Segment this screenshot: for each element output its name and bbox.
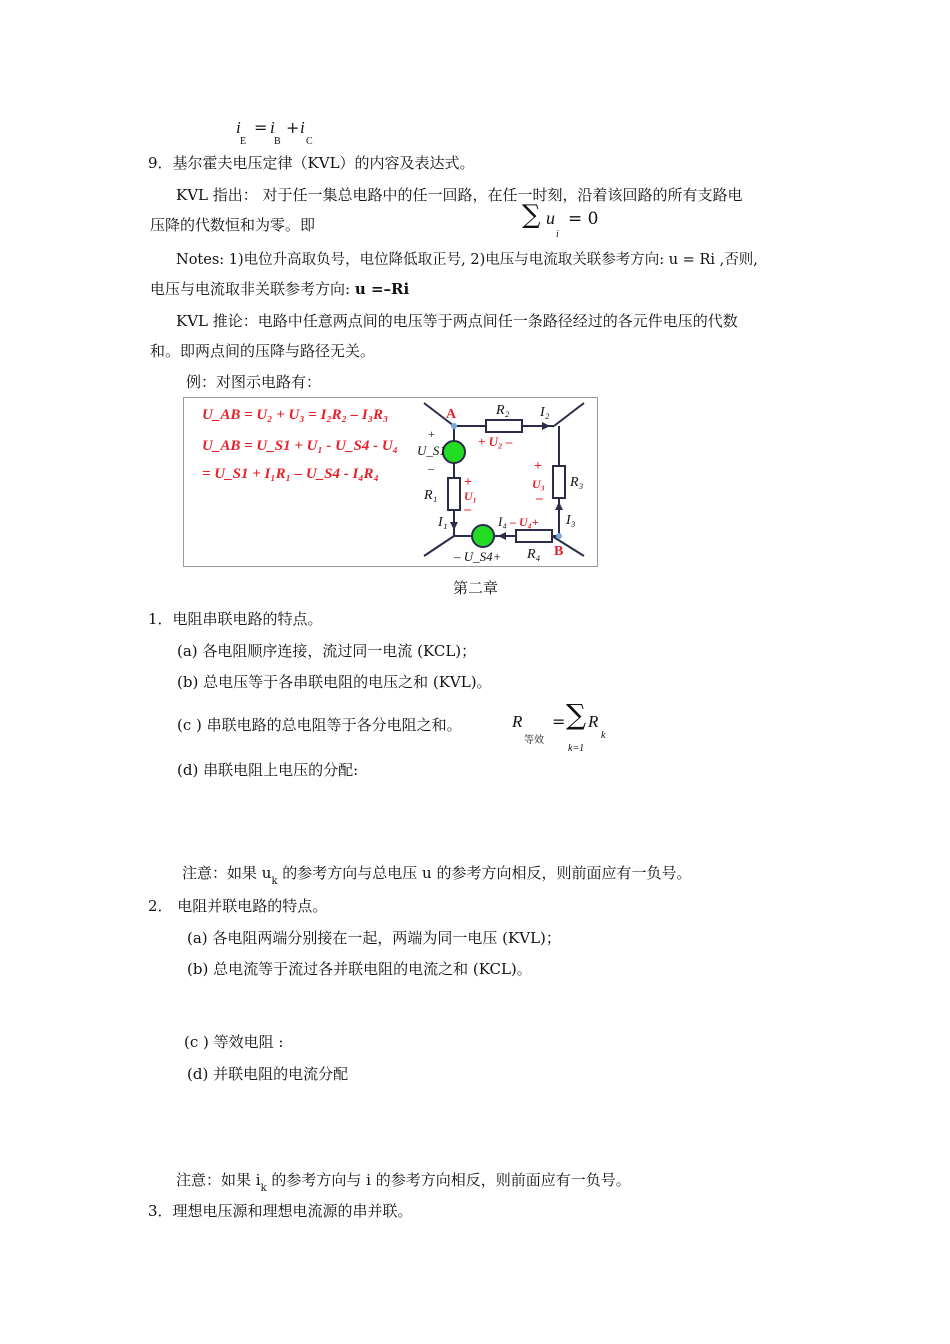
label-us4: – U_S4+: [454, 549, 502, 564]
note-text: 注意：如果 u: [182, 864, 272, 882]
chapter-title: 第二章: [453, 579, 499, 597]
label-u1: U₁: [464, 489, 477, 503]
formula-subscript: 等效: [524, 735, 544, 746]
label-u3-minus: –: [536, 491, 543, 506]
formula-subscript: E: [240, 136, 247, 147]
notes-line2: [150, 278, 409, 299]
corollary-line2: 和。即两点间的压降与路径无关。: [150, 342, 376, 360]
label-r2: R₂: [496, 403, 510, 418]
formula-symbol: u: [546, 208, 555, 228]
section-1-item-a: (a) 各电阻顺序连接，流过同一电流 (KCL)；: [177, 642, 477, 660]
label-us1: U_S1: [417, 443, 446, 458]
circuit-diagram: [184, 398, 597, 566]
arrow-i2: [542, 422, 550, 430]
resistor-r3: [553, 466, 565, 498]
note-text: 的参考方向与总电压 u 的参考方向相反，则前面应有一负号。: [277, 864, 692, 882]
section-2-heading: 2． 电阻并联电路的特点。: [148, 897, 328, 915]
arrow-i4: [498, 532, 506, 540]
formula-symbol: i: [236, 118, 241, 137]
section-1-item-b: (b) 总电压等于各串联电阻的电压之和 (KVL)。: [177, 673, 492, 691]
label-r1: R₁: [424, 488, 438, 503]
node-a: [451, 423, 457, 429]
sigma-symbol: ∑: [522, 200, 541, 230]
label-i2: I₂: [540, 405, 550, 420]
formula-ie: [236, 118, 326, 148]
corollary-line1: KVL 推论：电路中任意两点间的电压等于两点间任一条路径经过的各元件电压的代数: [176, 312, 738, 330]
formula-subscript: C: [306, 136, 313, 147]
formula-symbol: R: [512, 712, 523, 731]
kvl-paragraph-line1: KVL 指出： 对于任一集总电路中的任一回路，在任一时刻，沿着该回路的所有支路电: [176, 186, 743, 204]
label-us1-minus: –: [428, 461, 434, 475]
sigma-symbol: ∑: [566, 698, 586, 731]
voltage-source-us4: [472, 525, 494, 547]
formula-operator: +: [286, 118, 300, 137]
section-2-item-b: (b) 总电流等于流过各并联电阻的电流之和 (KCL)。: [187, 960, 532, 978]
label-u1-minus: –: [464, 502, 471, 517]
note-subscript: k: [271, 876, 278, 887]
arrow-i3: [555, 502, 563, 510]
node-b: [556, 533, 562, 539]
resistor-r2: [486, 420, 522, 432]
series-resistance-formula: [512, 698, 622, 758]
section-2-item-a: (a) 各电阻两端分别接在一起，两端为同一电压 (KVL)；: [187, 929, 561, 947]
note-subscript: k: [260, 1183, 267, 1194]
section-1-item-d: (d) 串联电阻上电压的分配:: [177, 761, 359, 779]
section-1-item-c: (c ) 串联电路的总电阻等于各分电阻之和。: [177, 716, 462, 734]
formula-operator: =: [552, 712, 566, 731]
label-i3: I₃: [566, 513, 576, 528]
label-us1-plus: +: [428, 427, 435, 441]
section-2-item-d: (d) 并联电阻的电流分配: [187, 1065, 349, 1083]
arrow-i1: [450, 522, 458, 530]
section-1-note: [182, 862, 691, 887]
kvl-paragraph-line2: 压降的代数恒和为零。即: [150, 216, 316, 234]
formula-subscript: B: [274, 136, 281, 147]
section-9-heading: 9．基尔霍夫电压定律（KVL）的内容及表达式。: [148, 154, 475, 172]
label-u2: + U₂ –: [478, 434, 513, 449]
label-r4: R₄: [527, 547, 541, 562]
formula-symbol: R: [588, 712, 599, 731]
equation-line-2: U_AB = U_S1 + U₁ - U_S4 - U₄: [202, 438, 398, 454]
formula-symbol: i: [300, 118, 305, 137]
label-u1-plus: +: [464, 475, 472, 490]
example-label: 例：对图示电路有：: [186, 373, 322, 391]
label-node-a: A: [446, 407, 457, 422]
label-u3-plus: +: [534, 459, 542, 474]
formula-sum-lower: k=1: [568, 743, 585, 754]
kvl-formula: [522, 200, 602, 240]
formula-operator: =: [254, 118, 268, 137]
formula-subscript: i: [556, 229, 559, 240]
section-2-note: [176, 1169, 631, 1194]
label-r3: R₃: [570, 475, 584, 490]
label-i4: I₄: [498, 514, 507, 529]
section-1-heading: 1．电阻串联电路的特点。: [148, 610, 323, 628]
section-2-item-c: (c ) 等效电阻 :: [184, 1033, 284, 1051]
label-i1: I₁: [438, 515, 448, 530]
formula-symbol: i: [270, 118, 275, 137]
circuit-figure: [183, 397, 598, 567]
notes-line1: Notes: 1)电位升高取负号，电位降低取正号, 2)电压与电流取关联参考方向: u = Ri ,否则,: [176, 252, 758, 268]
note-text: 的参考方向与 i 的参考方向相反，则前面应有一负号。: [266, 1171, 631, 1189]
note-text: 注意：如果 i: [176, 1171, 261, 1189]
resistor-r1: [448, 478, 460, 510]
notes-bold-formula: u =–Ri: [354, 280, 410, 298]
formula-rhs: = 0: [568, 209, 599, 229]
voltage-source-us1: [443, 441, 465, 463]
formula-subscript: k: [601, 730, 606, 741]
section-3-heading: 3．理想电压源和理想电流源的串并联。: [148, 1202, 413, 1220]
resistor-r4: [516, 530, 552, 542]
label-u3: U₃: [532, 477, 545, 491]
label-u4: – U₄+: [510, 515, 539, 529]
notes-text: 电压与电流取非关联参考方向:: [150, 280, 355, 298]
label-node-b: B: [554, 544, 564, 559]
equation-line-3: = U_S1 + I₁R₁ – U_S4 - I₄R₄: [202, 466, 379, 482]
equation-line-1: U_AB = U₂ + U₃ = I₂R₂ – I₃R₃: [202, 407, 389, 423]
